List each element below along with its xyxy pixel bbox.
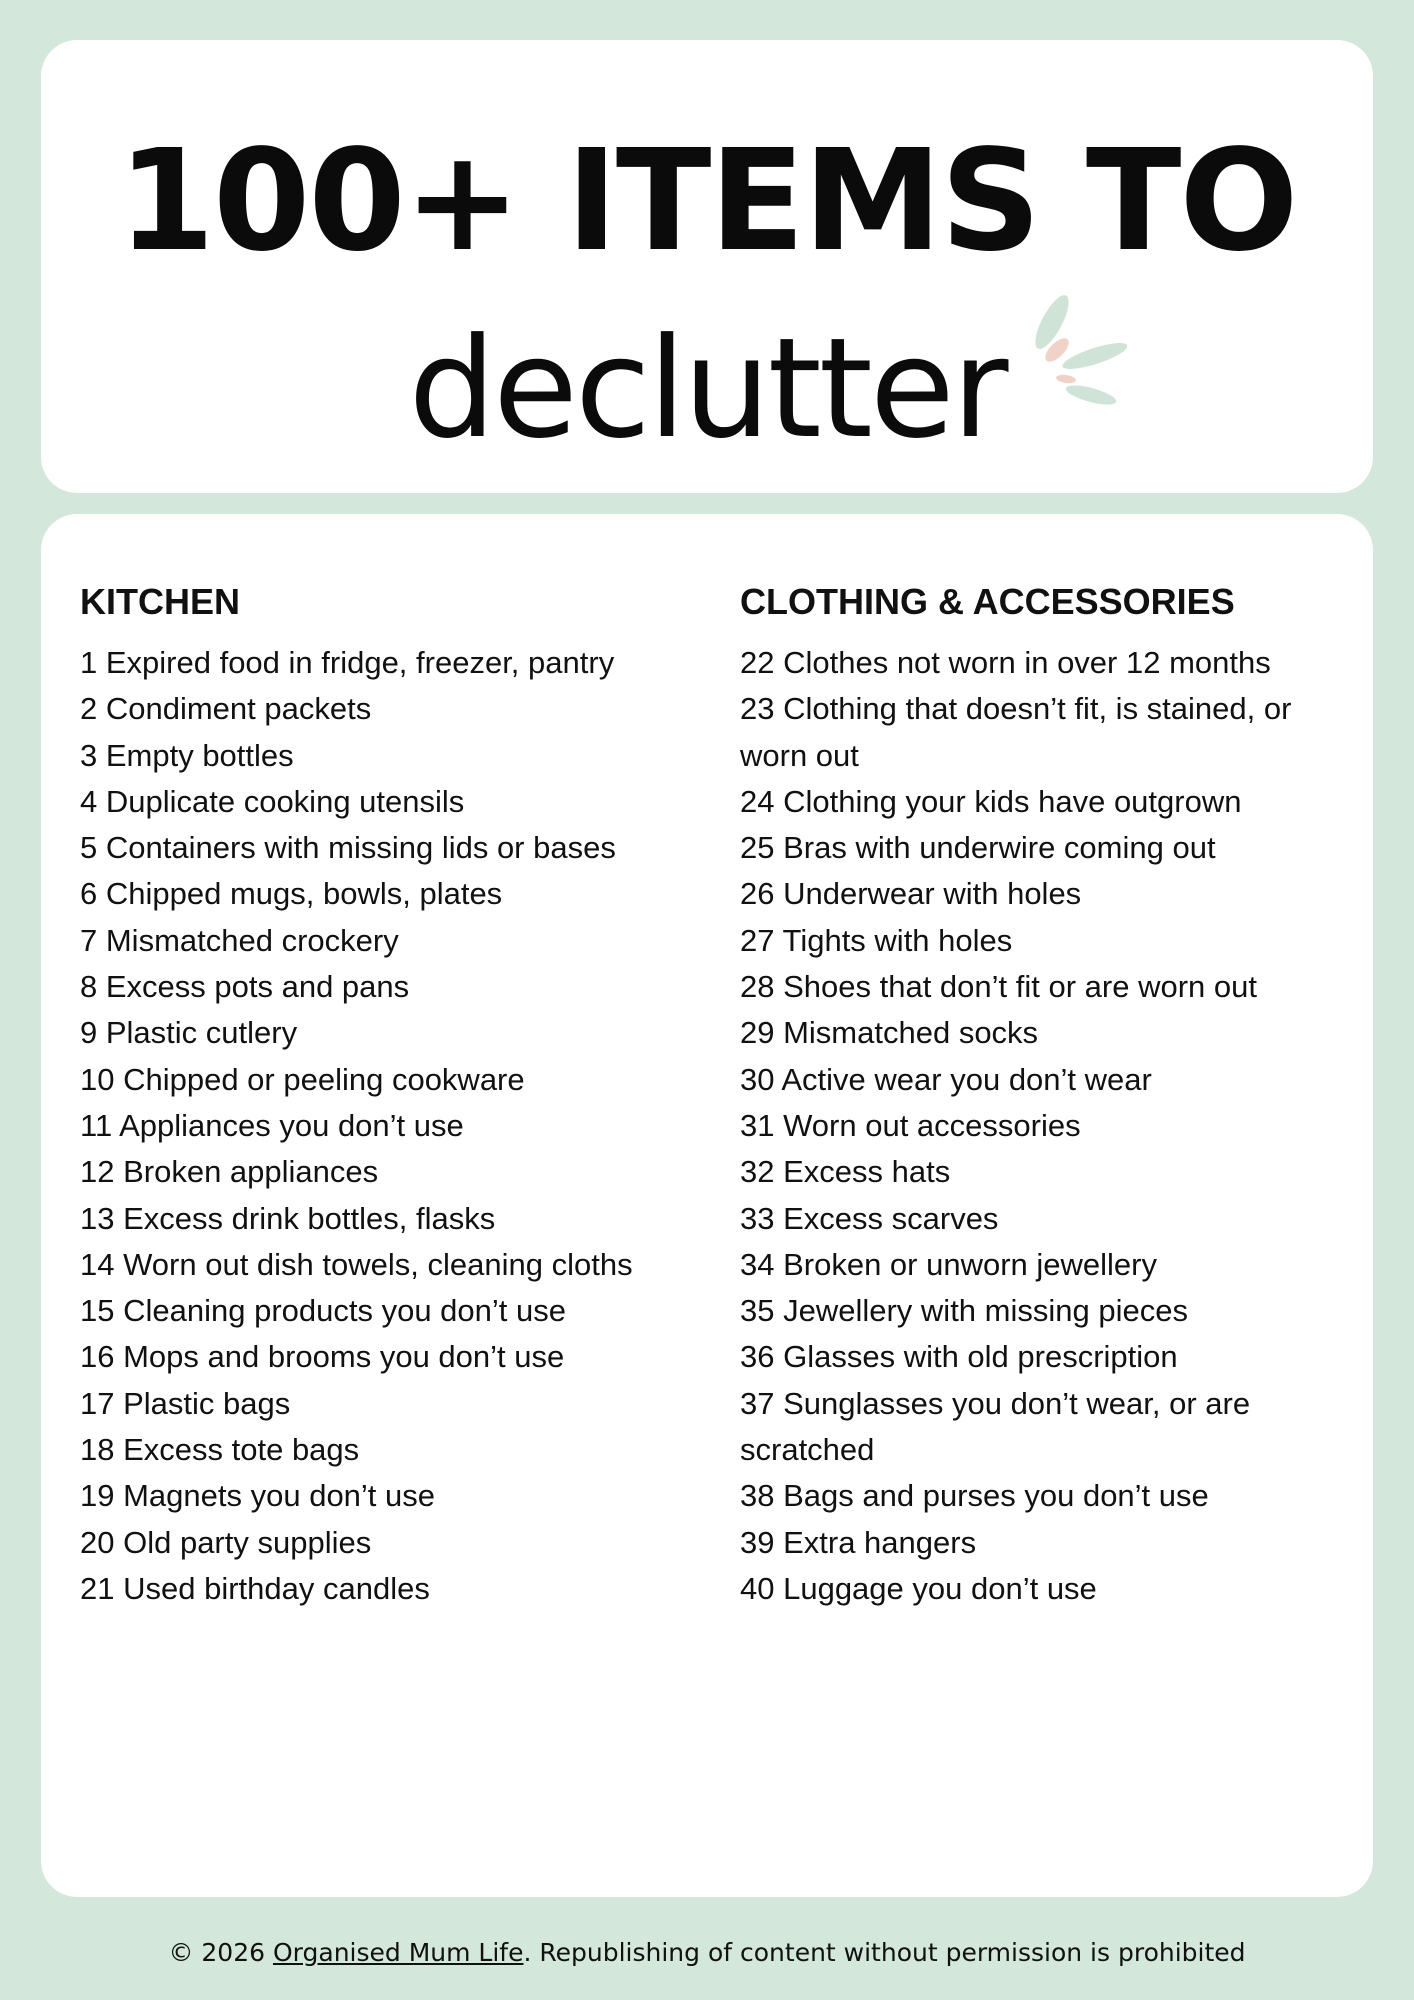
list-item: 37 Sunglasses you don’t wear, or are scratched bbox=[740, 1385, 1251, 1468]
kitchen-heading: KITCHEN bbox=[80, 581, 240, 622]
clothing-section bbox=[740, 580, 1340, 1612]
list-item: 19 Magnets you don’t use bbox=[80, 1478, 436, 1514]
list-item: 21 Used birthday candles bbox=[80, 1570, 430, 1606]
list-item: 29 Mismatched socks bbox=[740, 1015, 1039, 1051]
footer-notice: . Republishing of content without permission is prohibited bbox=[523, 1938, 1246, 1967]
list-item: 6 Chipped mugs, bowls, plates bbox=[80, 876, 503, 912]
footer-copyright: © 2026 bbox=[168, 1938, 273, 1967]
clothing-list bbox=[740, 640, 1340, 1612]
list-item: 39 Extra hangers bbox=[740, 1524, 977, 1560]
list-item: 17 Plastic bags bbox=[80, 1385, 291, 1421]
clothing-heading: CLOTHING & ACCESSORIES bbox=[740, 581, 1235, 622]
list-item: 18 Excess tote bags bbox=[80, 1432, 360, 1468]
page-subtitle: declutter bbox=[408, 308, 1006, 469]
list-card bbox=[41, 514, 1373, 1897]
list-item: 26 Underwear with holes bbox=[740, 876, 1082, 912]
list-item: 7 Mismatched crockery bbox=[80, 922, 399, 958]
kitchen-list bbox=[80, 640, 700, 1612]
list-item: 3 Empty bottles bbox=[80, 737, 294, 773]
list-item: 27 Tights with holes bbox=[740, 922, 1013, 958]
list-item: 14 Worn out dish towels, cleaning cloths bbox=[80, 1246, 633, 1282]
list-item: 40 Luggage you don’t use bbox=[740, 1570, 1097, 1606]
list-item: 12 Broken appliances bbox=[80, 1154, 379, 1190]
list-item: 30 Active wear you don’t wear bbox=[740, 1061, 1152, 1097]
list-item: 31 Worn out accessories bbox=[740, 1107, 1081, 1143]
list-item: 28 Shoes that don’t fit or are worn out bbox=[740, 969, 1257, 1005]
list-item: 36 Glasses with old prescription bbox=[740, 1339, 1178, 1375]
list-item: 20 Old party supplies bbox=[80, 1524, 372, 1560]
list-item: 11 Appliances you don’t use bbox=[80, 1107, 464, 1143]
header-card bbox=[41, 40, 1373, 493]
footer bbox=[0, 1938, 1414, 1967]
list-item: 34 Broken or unworn jewellery bbox=[740, 1246, 1157, 1282]
footer-brand-link[interactable]: Organised Mum Life bbox=[272, 1938, 524, 1967]
list-item: 33 Excess scarves bbox=[740, 1200, 999, 1236]
list-item: 5 Containers with missing lids or bases bbox=[80, 830, 616, 866]
list-item: 16 Mops and brooms you don’t use bbox=[80, 1339, 565, 1375]
list-item: 35 Jewellery with missing pieces bbox=[740, 1293, 1188, 1329]
list-item: 10 Chipped or peeling cookware bbox=[80, 1061, 525, 1097]
list-item: 32 Excess hats bbox=[740, 1154, 951, 1190]
list-item: 13 Excess drink bottles, flasks bbox=[80, 1200, 496, 1236]
list-item: 25 Bras with underwire coming out bbox=[740, 830, 1216, 866]
list-item: 1 Expired food in fridge, freezer, pantry bbox=[80, 645, 615, 680]
list-item: 15 Cleaning products you don’t use bbox=[80, 1293, 566, 1329]
list-item: 8 Excess pots and pans bbox=[80, 969, 410, 1005]
list-item: 2 Condiment packets bbox=[80, 691, 372, 727]
list-item: 22 Clothes not worn in over 12 months bbox=[740, 645, 1271, 680]
list-item: 38 Bags and purses you don’t use bbox=[740, 1478, 1209, 1514]
sparkle-icon bbox=[1027, 292, 1127, 412]
list-item: 4 Duplicate cooking utensils bbox=[80, 783, 465, 819]
list-item: 24 Clothing your kids have outgrown bbox=[740, 783, 1242, 819]
list-item: 23 Clothing that doesn’t fit, is stained, or worn out bbox=[740, 691, 1292, 773]
page-title: 100+ ITEMS TO bbox=[117, 120, 1297, 283]
list-item: 9 Plastic cutlery bbox=[80, 1015, 298, 1051]
kitchen-section bbox=[80, 580, 700, 1612]
